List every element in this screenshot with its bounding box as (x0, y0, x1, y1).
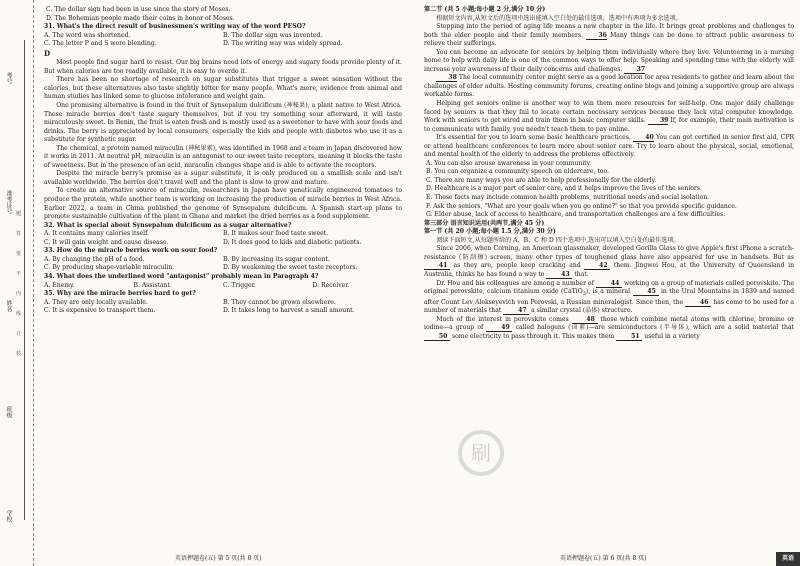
blank-45[interactable]: 45 (633, 288, 659, 296)
text: that. (574, 270, 589, 278)
option-c[interactable]: C. The letter P and S were blending. (44, 40, 157, 48)
option-e[interactable]: E. These facts may include common health problems, nutritional needs and social isolation. (426, 194, 710, 202)
question-34-stem: 34. What does the underlined word "antagonist" probably mean in Paragraph 4? (44, 272, 319, 280)
option-b[interactable]: B. By increasing its sugar content. (223, 255, 330, 263)
question-35-options (44, 307, 402, 316)
text: them. Jingwei Hou, at the University of Queensland in Australia, thinks he has found a way to (424, 262, 795, 278)
text: The local community center might serve as a good location for area residents to gather and learn about the challenges of elder adults. Hosting community forums, creating online blogs and joining a supportive group are always workable forms. (424, 74, 795, 99)
passage-paragraph (424, 280, 794, 316)
option-d[interactable]: D. The writing way was widely spread. (223, 40, 343, 48)
blank-50[interactable]: 50 (424, 333, 450, 341)
passage-paragraph (424, 134, 794, 160)
text: You can become an advocate for seniors by helping them individually where they live. Volunteering in a nursing home to help with daily life is one of the common ways to offer help. Speaking and spending time with the elderly will increase your awareness of their daily concerns and challenges. (424, 48, 794, 73)
passage-paragraph: To create an alternative source of miraculin, researchers in Japan have genetically engineered tomatoes to produce the protein, while another team is working on increasing the production of miracle berries in West Africa. Earlier 2022, a team in China published the genome of Synsepalum dulcificum. A Spanish start-up plans to promote sustainable cultivation of the plant in Ghana and market the dried berries as a food supplement. (44, 187, 402, 221)
passage-paragraph (424, 49, 794, 75)
text: called halogens (卤素)—are semiconductors (半导体), which are a solid material that (515, 324, 794, 332)
option-d[interactable]: D. Healthcare is a major part of senior care, and it helps improve the lives of the seniors. (426, 185, 702, 193)
question-33-options (44, 256, 402, 265)
subject-corner-tab: 英语 (776, 552, 800, 566)
text: those which combine metal atoms with chlorine, bromine or iodine—a group of (424, 315, 795, 332)
option-c[interactable]: C. Trigger. (223, 281, 256, 289)
option-c[interactable]: C. It is expensive to transport them. (44, 307, 156, 315)
option-g[interactable]: G. Elder abuse, lack of access to healthcare, and transportation challenges are a few difficulties. (426, 211, 726, 219)
section-2-instructions: 根据短文内容,从短文后的选项中选出能填入空白处的最佳选项。选项中有两项为多余选项。 (436, 14, 682, 22)
option-b[interactable]: B. Assistant. (133, 281, 172, 289)
option-d[interactable]: D. Receiver. (312, 281, 350, 289)
option-b[interactable]: B. You can organize a community speech on eldercare, too. (426, 168, 609, 176)
blank-51[interactable]: 51 (616, 333, 642, 341)
blank-49[interactable]: 49 (486, 324, 512, 332)
question-33-stem: 33. How do the miracle berries work on sour food? (44, 247, 218, 255)
passage-paragraph: The chemical, a protein named miraculin (神秘果素), was identified in 1968 and a team in Japan discovered how it works in 2011. At neutral pH, miraculin is an antagonist to our sweet taste receptors, meaning it blocks the taste of sweetness. But in the presence of an acid, miraculin changes shape and is able to activate the receptors. (44, 144, 402, 169)
left-page (44, 6, 402, 316)
blank-42[interactable]: 42 (584, 262, 610, 270)
passage-paragraph: Despite the miracle berry's promise as a sugar substitute, it is only produced on a smallish scale and isn't available worldwide. The berries don't travel well and the plant is slow to grow and mature. (44, 170, 402, 186)
class-label: 班级 (5, 406, 12, 418)
passage-paragraph: There has been no shortage of research on sugar substitutes that trigger a sweet sensation without the calories, but these alternatives also taste slightly bitter for many people. What's more, evidence from animal and human studies has linked some to glucose intolerance and weight gain. (44, 76, 402, 101)
text: Much of the interest in perovskite comes (436, 315, 569, 323)
question-31-stem: 31. What's the direct result of businessmen's writing way of the word PESO? (44, 23, 306, 31)
ticket-number-label: 准考证号 (5, 190, 12, 214)
section-1-title: 第一节 (共 20 小题;每小题 1.5 分,满分 30 分) (424, 228, 556, 236)
binding-char: 题 (16, 211, 22, 217)
question-34-options (44, 282, 402, 291)
blank-47[interactable]: 47 (503, 307, 529, 315)
prev-option-c: C. The dollar sign had been in use since the story of Moses. (46, 6, 231, 13)
binding-char: 答 (16, 231, 22, 237)
option-d[interactable]: D. It does good to kids and diabetic patients. (223, 238, 362, 246)
option-a[interactable]: A. It contains many calories itself. (44, 230, 150, 238)
right-page-footer: 英语押题卷(五) 第 6 页(共 8 页) (560, 555, 647, 562)
subscript: 3 (582, 291, 586, 298)
blank-37[interactable]: 37 (624, 66, 645, 74)
exam-number-label: 考号 (5, 72, 12, 84)
binding-line (24, 40, 25, 520)
question-32-options (44, 239, 402, 248)
part-3-title: 第三部分 语言知识运用(共两节,满分 45 分) (424, 219, 545, 227)
prev-option-d: D. The Bohemian people made their coins in honor of Moses. (46, 14, 235, 22)
option-d[interactable]: D. It takes long to harvest a small amount. (223, 307, 355, 315)
passage-paragraph: Most people find sugar hard to resist. Our big brains need lots of energy and sugary foods provide plenty of it. But when calories are too readily available, it is easy to overdo it. (44, 59, 402, 75)
blank-46[interactable]: 46 (685, 299, 711, 307)
question-35-stem: 35. Why are the miracle berries hard to get? (44, 290, 196, 298)
blank-41[interactable]: 41 (424, 262, 450, 270)
option-a[interactable]: A. The word was shortened. (44, 31, 131, 39)
text: some electricity to pass through it. This makes them (451, 333, 615, 340)
binding-char: 内 (16, 291, 22, 297)
blank-38[interactable]: 38 (436, 74, 457, 82)
blank-40[interactable]: 40 (633, 134, 654, 142)
option-c[interactable]: C. It will gain weight and cause disease. (44, 238, 169, 246)
question-35-options (44, 299, 402, 308)
passage-paragraph (424, 100, 794, 134)
binding-char: 装 (16, 351, 22, 357)
section-1-instructions: 阅读下面短文,从每题所给的 A、B、C 和 D 四个选项中,选出可以填入空白处的最佳选项。 (436, 236, 680, 244)
text: in the Ural Mountains in 1839 and named after Count Lev Alekseyevich von Perovski, a Russian mineralogist. Since then, the (424, 288, 794, 306)
left-page-footer: 英语押题卷(五) 第 5 页(共 8 页) (175, 555, 262, 562)
question-31-options (44, 40, 402, 49)
section-2-title: 第二节 (共 5 小题;每小题 2 分,满分 10 分) (424, 6, 546, 13)
binding-char: 订 (16, 331, 22, 337)
binding-char: 不 (16, 271, 22, 277)
blank-39[interactable]: 39 (648, 117, 669, 125)
question-31-options (44, 32, 402, 41)
text: Many things can be done to attract public awareness to relieve their sufferings. (424, 31, 795, 48)
option-a[interactable]: A. You can also arouse awareness in your community. (426, 159, 592, 167)
text: ), is a mineral (585, 288, 631, 296)
option-b[interactable]: B. They cannot be grown elsewhere. (223, 298, 336, 306)
question-33-options (44, 264, 402, 273)
text: Since 2006, when Corning, an American glassmaker, developed Gorilla Glass to give Apple's first iPhone a scratch-resistance (防刮擦) screen, many other types of toughened glass have also appeared for use in handsets. But as (424, 245, 794, 261)
text: If, for example, their main motivation is to communicate with family, you needn't teach them to pay online. (424, 117, 795, 133)
blank-44[interactable]: 44 (596, 280, 622, 288)
option-c[interactable]: C. There are many ways you are able to help professionally for the elderly. (426, 176, 657, 184)
option-b[interactable]: B. The dollar sign was invented. (223, 31, 323, 39)
text: It's essential for you to learn some basic healthcare practices. (436, 134, 631, 142)
binding-margin (0, 0, 34, 566)
passage-paragraph (424, 74, 794, 100)
binding-char: 线 (16, 311, 22, 317)
blank-36[interactable]: 36 (586, 32, 607, 40)
question-32-options (44, 230, 402, 239)
option-a[interactable]: A. By changing the pH of a food. (44, 255, 145, 263)
text: a similar crystal (晶体) structure. (531, 307, 633, 315)
blank-48[interactable]: 48 (572, 316, 598, 324)
binding-char: 要 (16, 251, 22, 257)
text: working on a group of materials called perovskite. The original perovskite, calcium titanium oxide (CaTiO (424, 279, 795, 296)
text: as they are, people keep cracking and (453, 262, 581, 270)
name-label: 姓名 (5, 300, 12, 312)
text: Helping get seniors online is another way to win them more resources for self-help. One major daily challenge faced by seniors is that they fail to locate certain necessary services because they lack vital computer knowledge. Work with seniors to get wired and train them in basic computer skills. (424, 100, 794, 125)
text: Dr. Hou and his colleagues are among a number of (436, 279, 594, 287)
text: useful in a variety (644, 333, 700, 340)
passage-paragraph: One promising alternative is found in the fruit of Synsepalum dulcificum (神秘果), a plant native to West Africa. These miracle berries don't taste sugary themselves, but if you try something sour afterward, it will taste miraculously sweet. In Benin, the fruit is eaten fresh and is mostly used as a sweetener to have with sour foods and drinks. The berry is appreciated by local consumers, especially the kids and people with diabetes who use it as a substitute for synthetic sugar. (44, 102, 402, 144)
option-f[interactable]: F. Ask the seniors, "What are your goals when you go online?" so that you provide specific guidance. (426, 202, 737, 210)
school-label: 学校 (5, 510, 12, 522)
option-c[interactable]: C. By producing shape-variable miraculin. (44, 264, 175, 272)
option-a[interactable]: A. They are only locally available. (44, 298, 148, 306)
text: You can get certified in senior first aid, CPR or attend healthcare conferences to learn more about senior care. Try to learn about the physical, social, emotional, and mental health of the elderly to address the problems effectively. (424, 134, 795, 159)
option-d[interactable]: D. By weakening the sweet taste receptors. (223, 264, 358, 272)
option-b[interactable]: B. It makes sour food taste sweet. (223, 230, 329, 238)
text: Stepping into the period of aging life means a new chapter in the life. It brings great problems and challenges to both the elder people and their family members. (424, 23, 794, 39)
right-page (424, 6, 794, 342)
passage-paragraph (424, 245, 794, 279)
text: has come to be used for a number of materials that (424, 298, 794, 315)
passage-paragraph (424, 316, 794, 342)
passage-letter: D (44, 48, 51, 58)
option-a[interactable]: A. Enemy. (44, 281, 75, 289)
watermark-seal-icon: 刷 (458, 430, 504, 476)
passage-paragraph (424, 23, 794, 49)
question-32-stem: 32. What is special about Synsepalum dulcificum as a sugar alternative? (44, 221, 292, 229)
blank-43[interactable]: 43 (546, 271, 572, 279)
